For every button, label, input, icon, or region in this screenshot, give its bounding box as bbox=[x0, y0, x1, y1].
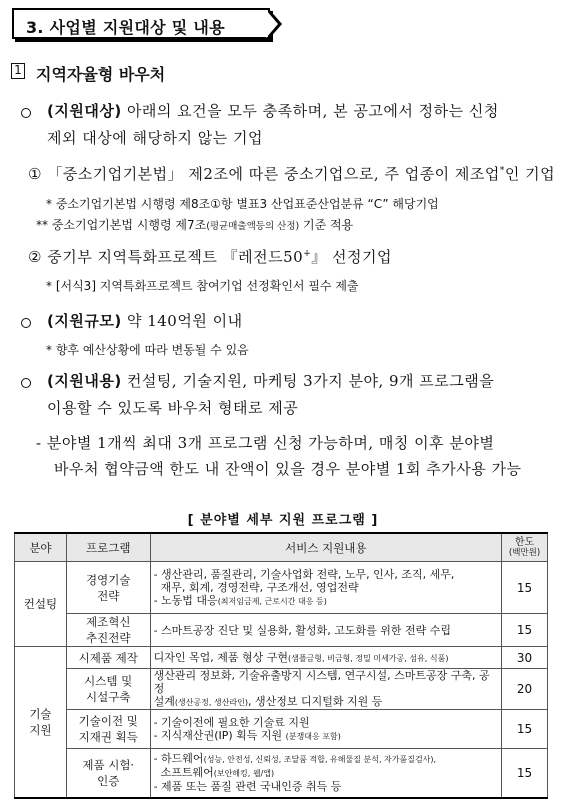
service-line: - 제품 또는 품질 관련 국내인증 취득 등 bbox=[153, 780, 342, 794]
table-row bbox=[15, 614, 548, 647]
content-text-1: 컨설팅, 기술지원, 마케팅 3가지 분야, 9개 프로그램을 bbox=[121, 372, 495, 390]
content-line-1 bbox=[47, 370, 494, 391]
service-line bbox=[154, 729, 498, 743]
circle-bullet-icon bbox=[21, 378, 31, 388]
service-cell bbox=[150, 647, 501, 669]
note-2-b: 기준 적용 bbox=[299, 218, 354, 232]
circle-bullet-icon bbox=[21, 318, 31, 328]
table-title: [ 분야별 세부 지원 프로그램 ] bbox=[187, 513, 379, 528]
program-name-a: 제조혁신 bbox=[86, 615, 131, 629]
service-small: (생산공정, 생산라인) bbox=[174, 698, 249, 707]
limit-cell: 30 bbox=[502, 647, 548, 669]
program-name-b: 추진전략 bbox=[86, 631, 131, 645]
note-2-small: (평균매출액등의 산정) bbox=[206, 221, 300, 232]
service-line bbox=[154, 752, 498, 766]
target-note-2 bbox=[36, 216, 353, 233]
service-small: (샘플금형, 비금형, 정밀 미세가공, 섬유, 식품) bbox=[287, 653, 449, 663]
limit-cell: 15 bbox=[502, 614, 548, 647]
item-1-number: ① bbox=[28, 165, 42, 183]
program-cell bbox=[66, 614, 150, 647]
program-cell: 시제품 제작 bbox=[66, 647, 150, 669]
service-text: 설계 bbox=[153, 695, 175, 708]
note-2-a: ** 중소기업기본법 시행령 제7조 bbox=[36, 218, 207, 232]
program-table bbox=[14, 532, 548, 799]
group-tech-a: 기술 bbox=[29, 706, 52, 721]
limit-cell: 20 bbox=[502, 669, 548, 710]
service-text: - 하드웨어 bbox=[153, 752, 204, 766]
circle-bullet-icon bbox=[21, 108, 31, 118]
item-2-number: ② bbox=[28, 248, 42, 266]
service-cell bbox=[150, 749, 501, 798]
header-field: 분야 bbox=[15, 533, 67, 562]
item-1-sup: * bbox=[499, 166, 505, 176]
group-tech bbox=[15, 647, 67, 798]
scale-label: (지원규모) bbox=[47, 312, 122, 330]
program-cell bbox=[66, 669, 150, 710]
program-cell bbox=[66, 710, 150, 749]
target-line-1 bbox=[47, 100, 499, 121]
program-name-a: 제품 시험· bbox=[82, 757, 135, 772]
target-item-1 bbox=[28, 163, 555, 184]
header-arrow-inner bbox=[266, 10, 278, 38]
service-line bbox=[154, 695, 498, 709]
service-text: 소프트웨어 bbox=[153, 766, 214, 780]
limit-cell: 15 bbox=[502, 710, 548, 749]
service-small: (보안해킹, 웹/앱) bbox=[213, 769, 275, 779]
limit-cell: 15 bbox=[502, 749, 548, 798]
program-name-a: 기술이전 및 bbox=[78, 714, 138, 728]
content-dash-1: - 분야별 1개씩 최대 3개 프로그램 신청 가능하며, 매칭 이후 분야별 bbox=[36, 434, 495, 452]
table-row bbox=[15, 749, 548, 798]
service-line: - 생산관리, 품질관리, 기술사업화 전략, 노무, 인사, 조직, 세무, bbox=[153, 567, 455, 581]
service-line: 생산관리 정보화, 기술유출방지 시스템, 연구시설, 스마트공장 구축, 공정 bbox=[153, 669, 490, 695]
item-1-text: 「중소기업기본법」 제2조에 따른 중소기업으로, 주 업종이 제조업 bbox=[47, 165, 500, 183]
table-header-row bbox=[15, 533, 548, 562]
program-name-b: 시설구축 bbox=[86, 690, 131, 704]
item-2-text: 중기부 지역특화프로젝트 『레전드50 bbox=[47, 248, 304, 266]
service-small: (성능, 안전성, 신뢰성, 조달품 적합, 유해물질 분석, 자가품질검사), bbox=[203, 755, 437, 765]
target-line-2: 제외 대상에 해당하지 않는 기업 bbox=[47, 129, 263, 147]
target-text-1: 아래의 요건을 모두 충족하며, 본 공고에서 정하는 신청 bbox=[121, 102, 499, 120]
group-tech-b: 지원 bbox=[29, 722, 52, 737]
program-name-b: 인증 bbox=[97, 773, 120, 788]
service-cell bbox=[150, 669, 501, 710]
program-name-a: 시스템 및 bbox=[84, 674, 133, 688]
service-text: 디자인 목업, 제품 형상 구현 bbox=[153, 650, 288, 664]
table-row bbox=[15, 647, 548, 669]
service-line bbox=[154, 594, 498, 608]
target-item-2 bbox=[28, 246, 392, 267]
item-1-tail: 인 기업 bbox=[504, 165, 556, 183]
header-service: 서비스 지원내용 bbox=[150, 533, 501, 562]
table-row bbox=[15, 562, 548, 614]
content-dash-2: 바우처 협약금액 한도 내 잔액이 있을 경우 분야별 1회 추가사용 가능 bbox=[54, 460, 522, 478]
target-label: (지원대상) bbox=[47, 102, 122, 120]
program-name-b: 지재권 획득 bbox=[78, 730, 138, 744]
limit-cell: 15 bbox=[502, 562, 548, 614]
service-small: (최저임금제, 근로시간 대응 등) bbox=[217, 596, 327, 606]
header-limit-label: 한도 bbox=[514, 536, 535, 548]
group-consulting: 컨설팅 bbox=[15, 562, 67, 647]
service-text: - 노동법 대응 bbox=[153, 593, 218, 607]
table-row bbox=[15, 710, 548, 749]
subsection-number-box: 1 bbox=[11, 63, 25, 79]
table-row bbox=[15, 669, 548, 710]
scale-text: 약 140억원 이내 bbox=[121, 312, 243, 330]
section-title: 3. 사업별 지원대상 및 내용 bbox=[26, 18, 225, 37]
service-cell bbox=[150, 562, 501, 614]
program-cell bbox=[66, 749, 150, 798]
service-text: , 생산정보 디지털화 지원 등 bbox=[248, 695, 383, 708]
content-label: (지원내용) bbox=[47, 372, 122, 390]
service-line: 재무, 회계, 경영전략, 구조개선, 영업전략 bbox=[153, 580, 359, 594]
section-header bbox=[12, 8, 270, 39]
item-2-sup: + bbox=[303, 249, 312, 259]
subsection-title: 지역자율형 바우처 bbox=[36, 65, 166, 84]
header-program: 프로그램 bbox=[66, 533, 150, 562]
scale-note: * 향후 예산상황에 따라 변동될 수 있음 bbox=[46, 343, 249, 357]
item-2-tail: 』 선정기업 bbox=[311, 248, 393, 266]
service-line: - 기술이전에 필요한 기술료 지원 bbox=[153, 715, 310, 729]
service-text: - 지식재산권(IP) 획득 지원 bbox=[153, 728, 286, 742]
program-name-b: 전략 bbox=[97, 588, 120, 603]
service-small: (분쟁대응 포함) bbox=[285, 731, 341, 741]
service-line bbox=[154, 766, 498, 780]
program-name-a: 경영기술 bbox=[86, 572, 131, 587]
service-cell: - 스마트공장 진단 및 실용화, 활성화, 고도화를 위한 전략 수립 bbox=[150, 614, 501, 647]
program-cell bbox=[66, 562, 150, 614]
target-note-3: * [서식3] 지역특화프로젝트 참여기업 선정확인서 필수 제출 bbox=[46, 279, 359, 293]
content-line-2: 이용할 수 있도록 바우처 형태로 제공 bbox=[47, 399, 299, 417]
service-cell bbox=[150, 710, 501, 749]
header-limit bbox=[502, 533, 548, 562]
header-limit-unit: (백만원) bbox=[508, 547, 541, 558]
target-note-1: * 중소기업기본법 시행령 제8조①항 별표3 산업표준산업분류 “C” 해당기업 bbox=[46, 197, 439, 211]
scale-line bbox=[47, 310, 243, 331]
